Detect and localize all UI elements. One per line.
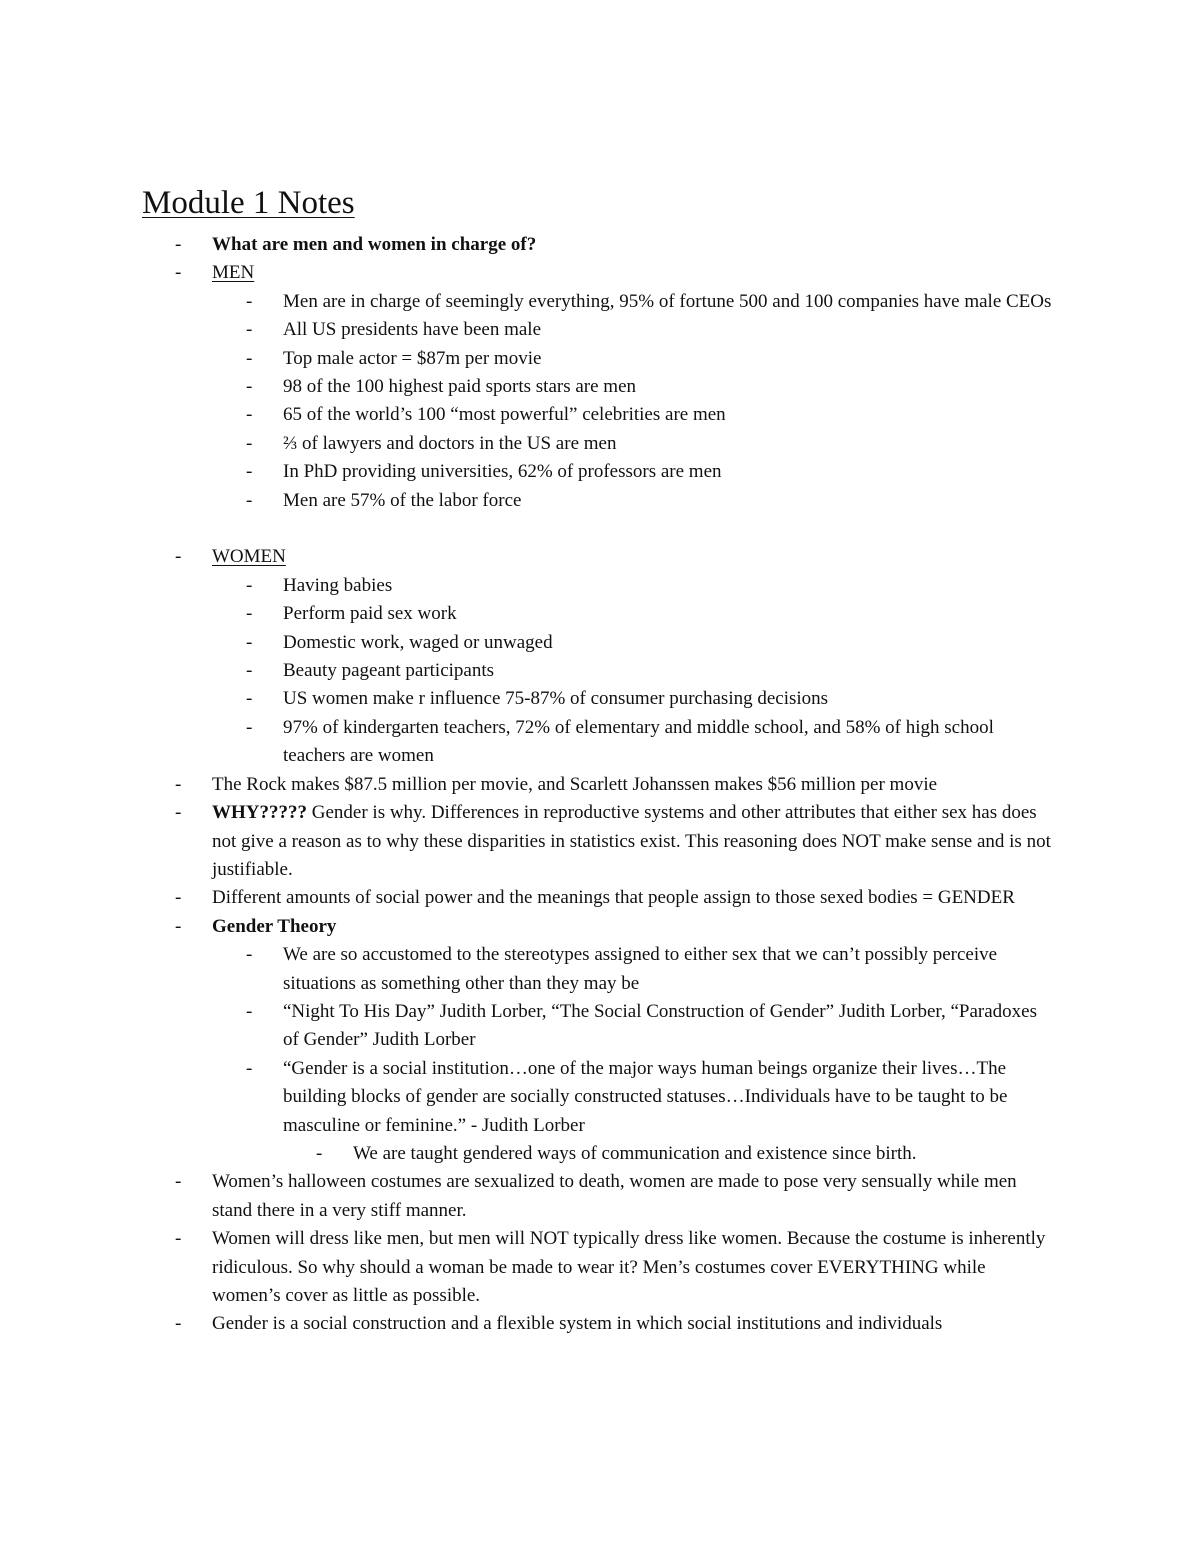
list-item	[0, 430, 1200, 458]
text-run: WOMEN	[212, 546, 286, 568]
list-item	[0, 487, 1200, 515]
bullet-dash-icon: -	[246, 376, 253, 398]
text-run: MEN	[212, 262, 255, 284]
text-run: We are so accustomed to the stereotypes assigned to either sex that we can’t possibly perceive situations as something other than they may be	[283, 944, 1002, 994]
list-item	[0, 714, 1200, 771]
bullet-dash-icon: -	[246, 347, 253, 369]
list-item-text	[212, 771, 1057, 799]
list-item	[0, 345, 1200, 373]
bullet-dash-icon: -	[175, 1313, 182, 1335]
list-item-text	[283, 714, 1057, 771]
bullet-dash-icon: -	[246, 1057, 253, 1079]
bullet-dash-icon: -	[246, 432, 253, 454]
text-run: In PhD providing universities, 62% of professors are men	[283, 461, 722, 483]
text-run: Women will dress like men, but men will NOT typically dress like women. Because the costume is inherently ridiculous. So why should a woman be made to wear it? Men’s costumes cover EVERYTHING while women’s cover as little as possible.	[212, 1228, 1051, 1307]
text-run: Perform paid sex work	[283, 603, 457, 625]
bullet-dash-icon: -	[175, 915, 182, 937]
text-run: Different amounts of social power and the meanings that people assign to those sexed bodies = GENDER	[212, 887, 1015, 909]
list-item	[0, 401, 1200, 429]
list-item-text	[212, 884, 1057, 912]
list-item-text	[283, 572, 1057, 600]
bullet-dash-icon: -	[175, 262, 182, 284]
text-run: Women’s halloween costumes are sexualized to death, women are made to pose very sensually while men stand there in a very stiff manner.	[212, 1171, 1022, 1221]
text-run: Top male actor = $87m per movie	[283, 347, 542, 369]
text-run: WHY?????	[212, 802, 307, 824]
text-run: 65 of the world’s 100 “most powerful” celebrities are men	[283, 404, 726, 426]
list-item-text	[283, 401, 1057, 429]
list-item-text	[283, 998, 1057, 1055]
bullet-dash-icon: -	[175, 1171, 182, 1193]
text-run: Men are 57% of the labor force	[283, 489, 522, 511]
blank-line	[0, 515, 1200, 543]
list-item	[0, 884, 1200, 912]
list-item	[0, 998, 1200, 1055]
list-item-text	[283, 316, 1057, 344]
bullet-dash-icon: -	[175, 1228, 182, 1250]
text-run: Domestic work, waged or unwaged	[283, 631, 553, 653]
list-item	[0, 543, 1200, 571]
text-run: Gender Theory	[212, 915, 337, 937]
bullet-dash-icon: -	[246, 603, 253, 625]
list-item	[0, 572, 1200, 600]
bullet-dash-icon: -	[175, 887, 182, 909]
list-item-text	[283, 373, 1057, 401]
list-item	[0, 1310, 1200, 1338]
bullet-dash-icon: -	[175, 802, 182, 824]
list-item-text	[283, 685, 1057, 713]
bullet-dash-icon: -	[246, 631, 253, 653]
text-run: 98 of the 100 highest paid sports stars are men	[283, 376, 637, 398]
list-item	[0, 657, 1200, 685]
bullet-dash-icon: -	[316, 1142, 323, 1164]
list-item	[0, 1225, 1200, 1310]
list-item-text	[283, 657, 1057, 685]
bullet-dash-icon: -	[246, 319, 253, 341]
list-item-text	[212, 913, 1057, 941]
list-item-text	[212, 1225, 1057, 1310]
text-run: “Night To His Day” Judith Lorber, “The Social Construction of Gender” Judith Lorber, “Paradoxes of Gender” Judith Lorber	[283, 1000, 1042, 1051]
text-run: Having babies	[283, 574, 393, 596]
list-item-text	[283, 941, 1057, 998]
text-run: US women make r influence 75-87% of consumer purchasing decisions	[283, 688, 829, 710]
list-item-text	[283, 430, 1057, 458]
list-item-text	[283, 487, 1057, 515]
list-item	[0, 600, 1200, 628]
list-item-text	[283, 458, 1057, 486]
list-item	[0, 629, 1200, 657]
bullet-dash-icon: -	[246, 716, 253, 738]
list-item	[0, 799, 1200, 884]
list-item	[0, 1140, 1200, 1168]
bullet-dash-icon: -	[175, 234, 182, 255]
list-item-text	[283, 600, 1057, 628]
list-item	[0, 259, 1200, 287]
text-run: Beauty pageant participants	[283, 660, 495, 682]
bullet-dash-icon: -	[175, 773, 182, 795]
text-run: 97% of kindergarten teachers, 72% of elementary and middle school, and 58% of high school teachers are women	[283, 716, 999, 767]
list-item-text	[212, 543, 1057, 571]
list-item-text	[353, 1140, 1057, 1168]
list-item	[0, 288, 1200, 316]
text-run: All US presidents have been male	[283, 319, 542, 341]
list-item-text	[212, 799, 1057, 884]
text-run: Gender is why. Differences in reproductive systems and other attributes that either sex has does not give a reason as to why these disparities in statistics exist. This reasoning does NOT make sense and is not justifiable.	[212, 802, 1056, 880]
bullet-dash-icon: -	[246, 489, 253, 511]
list-item-text	[212, 259, 1057, 287]
bullet-dash-icon: -	[246, 461, 253, 483]
list-item-text	[212, 231, 1057, 259]
list-item	[0, 458, 1200, 486]
bullet-dash-icon: -	[246, 688, 253, 710]
bullet-dash-icon: -	[246, 574, 253, 596]
text-run: Men are in charge of seemingly everything, 95% of fortune 500 and 100 companies have male CEOs	[283, 290, 1052, 312]
list-item	[0, 1168, 1200, 1225]
list-item	[0, 913, 1200, 941]
list-item	[0, 373, 1200, 401]
text-run: What are men and women in charge of?	[212, 234, 537, 255]
bullet-dash-icon: -	[246, 404, 253, 426]
bullet-dash-icon: -	[175, 546, 182, 568]
list-item	[0, 941, 1200, 998]
notes-list	[0, 231, 1200, 1339]
text-run: ⅔ of lawyers and doctors in the US are men	[283, 432, 617, 454]
list-item-text	[283, 629, 1057, 657]
list-item-text	[212, 1310, 1057, 1338]
text-run: “Gender is a social institution…one of the major ways human beings organize their lives…The building blocks of gender are socially constructed statuses…Individuals have to be taught to be masculine or feminine.” - Judith Lorber	[283, 1057, 1013, 1136]
bullet-dash-icon: -	[246, 944, 253, 966]
list-item-text	[283, 345, 1057, 373]
list-item	[0, 316, 1200, 344]
list-item-text	[283, 288, 1057, 316]
text-run: We are taught gendered ways of communication and existence since birth.	[353, 1142, 917, 1164]
text-run: Gender is a social construction and a flexible system in which social institutions and individuals	[212, 1313, 943, 1335]
list-item	[0, 771, 1200, 799]
bullet-dash-icon: -	[246, 1000, 253, 1022]
list-item	[0, 1055, 1200, 1140]
list-item	[0, 231, 1200, 259]
text-run: The Rock makes $87.5 million per movie, and Scarlett Johanssen makes $56 million per movie	[212, 773, 938, 795]
bullet-dash-icon: -	[246, 660, 253, 682]
page-title: Module 1 Notes	[142, 185, 355, 221]
bullet-dash-icon: -	[246, 290, 253, 312]
list-item-text	[283, 1055, 1057, 1140]
list-item	[0, 685, 1200, 713]
list-item-text	[212, 1168, 1057, 1225]
